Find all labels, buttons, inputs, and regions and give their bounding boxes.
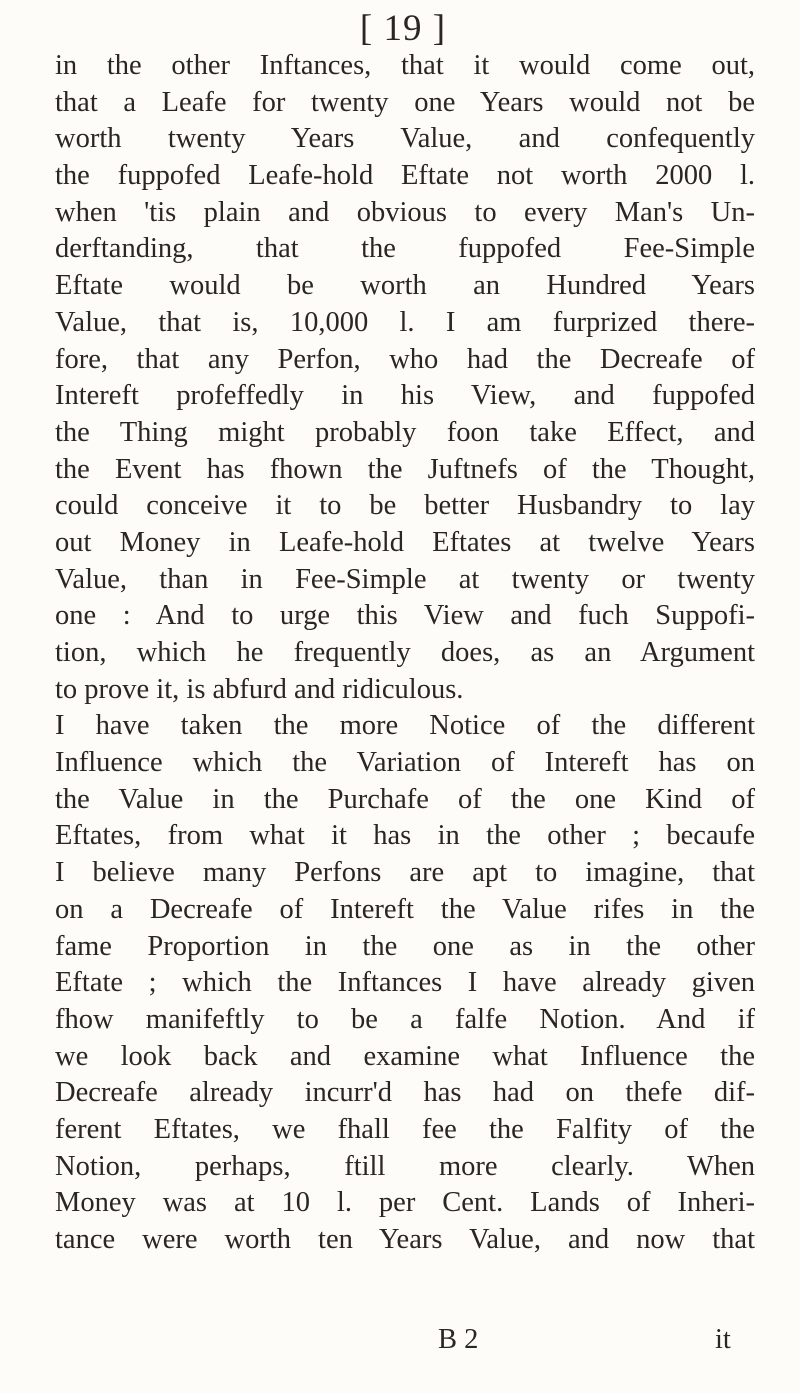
text-line: could conceive it to be better Husbandry to lay [55,490,755,522]
text-line: I believe many Perfons are apt to imagine, that [55,857,755,889]
page-footer [0,1320,800,1360]
text-line: tion, which he frequently does, as an Argument [55,637,755,668]
text-line: Eftate would be worth an Hundred Years [55,270,755,302]
text-line: Influence which the Variation of Intereft has on [55,747,755,779]
text-line: to prove it, is abfurd and ridiculous. [55,673,464,705]
text-line: in the other Inftances, that it would come out, [55,50,755,81]
text-line: Eftate ; which the Inftances I have already given [55,967,755,999]
text-line: the Value in the Purchafe of the one Kind of [55,783,755,815]
text-line: fore, that any Perfon, who had the Decreafe of [55,343,755,375]
text-line: fame Proportion in the one as in the other [55,930,755,962]
text-line: derftanding, that the fuppofed Fee-Simple [55,233,755,265]
page-number: [ 19 ] [359,8,447,49]
text-line: out Money in Leafe-hold Eftates at twelve Years [55,526,755,558]
text-line: fhow manifeftly to be a falfe Notion. And if [55,1003,755,1035]
text-line: the fuppofed Leafe-hold Eftate not worth 2000 l. [55,160,755,192]
body-text [55,48,755,1259]
signature-mark: B 2 [438,1324,479,1355]
text-line: one : And to urge this View and fuch Suppofi- [55,600,755,632]
text-line: that a Leafe for twenty one Years would not be [55,86,755,118]
text-line: the Event has fhown the Juftnefs of the Thought, [55,453,755,485]
text-line: Value, that is, 10,000 l. I am furprized there- [55,306,755,338]
text-line: ferent Eftates, we fhall fee the Falfity of the [55,1113,755,1145]
text-line: Notion, perhaps, ftill more clearly. When [55,1150,755,1182]
text-line: Eftates, from what it has in the other ; becaufe [55,820,755,852]
catchword: it [715,1324,731,1355]
text-line: I have taken the more Notice of the different [55,710,755,742]
text-line: Money was at 10 l. per Cent. Lands of Inheri- [55,1187,755,1219]
text-line: we look back and examine what Influence the [55,1040,755,1072]
text-line: tance were worth ten Years Value, and now that [55,1224,755,1255]
text-line: Value, than in Fee-Simple at twenty or twenty [55,563,755,595]
text-line: the Thing might probably foon take Effect, and [55,416,755,448]
text-line: Intereft profeffedly in his View, and fuppofed [55,380,755,412]
text-line: Decreafe already incurr'd has had on thefe dif- [55,1077,755,1109]
text-line: worth twenty Years Value, and confequently [55,123,755,155]
text-line: when 'tis plain and obvious to every Man's Un- [55,196,755,228]
text-line: on a Decreafe of Intereft the Value rifes in the [55,893,755,925]
